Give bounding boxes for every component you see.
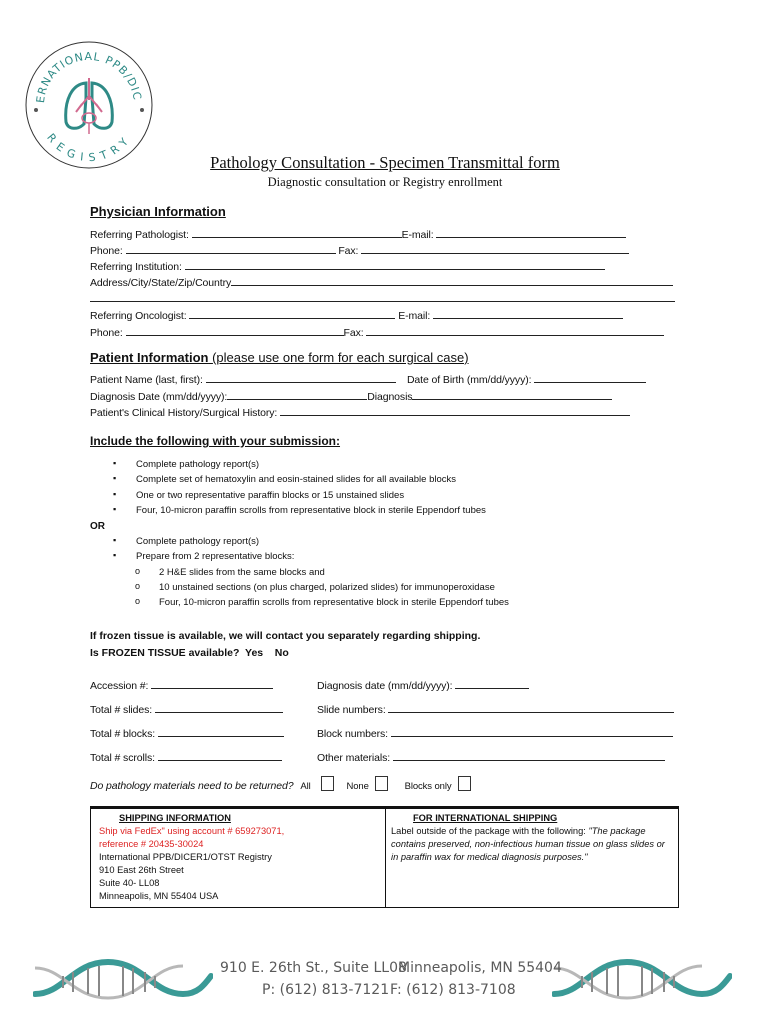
institution-row	[90, 259, 605, 273]
other-materials-field[interactable]	[393, 750, 665, 761]
total-scrolls-field[interactable]	[158, 750, 282, 761]
diagnosis-label: Diagnosis	[367, 391, 413, 403]
email-label: E-mail:	[401, 229, 434, 241]
block-numbers-row	[317, 726, 673, 740]
referring-pathologist-label: Referring Pathologist:	[90, 229, 189, 241]
institution-field[interactable]	[185, 259, 605, 270]
logo-ring-text-top: ERNATIONAL PPB/DIC	[33, 49, 144, 104]
intl-text-3: in paraffin wax for medical diagnosis purposes."	[391, 852, 588, 862]
oncologist-label: Referring Oncologist:	[90, 310, 187, 322]
physician-section-heading: Physician Information	[90, 204, 226, 219]
email2-field[interactable]	[433, 308, 623, 319]
phone2-fax2-row	[90, 325, 664, 339]
sub-list-item-text: 2 H&E slides from the same blocks and	[159, 566, 325, 578]
history-label: Patient's Clinical History/Surgical History:	[90, 407, 278, 419]
total-slides-row	[90, 702, 283, 716]
circle-bullet-icon: o	[135, 580, 141, 591]
sub-list-item-text: Four, 10-micron paraffin scrolls from representative block in sterile Eppendorf tubes	[159, 597, 509, 609]
email2-label: E-mail:	[398, 310, 431, 322]
address-label: Address/City/State/Zip/Country	[90, 277, 232, 289]
total-scrolls-row	[90, 750, 282, 764]
bullet-icon: ▪	[113, 550, 117, 561]
accession-field[interactable]	[151, 678, 273, 689]
circle-bullet-icon: o	[135, 565, 141, 576]
referring-pathologist-row	[90, 227, 626, 241]
oncologist-row	[90, 308, 623, 322]
address-field[interactable]	[231, 275, 673, 286]
fax2-field[interactable]	[366, 325, 664, 336]
fax2-label: Fax:	[343, 327, 364, 339]
list-item-text: Complete pathology report(s)	[136, 459, 260, 470]
intl-text-2: contains preserved, non-infectious human tissue on glass slides or	[391, 839, 665, 849]
block-numbers-label: Block numbers:	[317, 728, 388, 740]
referring-pathologist-field[interactable]	[192, 227, 402, 238]
slide-numbers-label: Slide numbers:	[317, 704, 386, 716]
form-subtitle: Diagnostic consultation or Registry enrollment	[267, 175, 503, 189]
svg-text:INTERNATIONAL PPB/DICERT	[22, 38, 144, 104]
shipping-address-line-4: Minneapolis, MN 55404 USA	[99, 891, 219, 901]
fax-label: Fax:	[338, 245, 359, 257]
patient-section-heading	[90, 350, 469, 365]
footer-address: 910 E. 26th St., Suite LL08	[220, 960, 407, 976]
shipping-address-line-1: International PPB/DICER1/OTST Registry	[99, 852, 272, 862]
diagnosis-date-label: Diagnosis Date (mm/dd/yyyy):	[90, 391, 228, 403]
fax-field[interactable]	[361, 243, 629, 254]
patient-heading-note: (please use one form for each surgical case)	[212, 350, 469, 365]
opt-all-checkbox[interactable]	[321, 776, 334, 791]
total-slides-field[interactable]	[155, 702, 283, 713]
phone2-field[interactable]	[126, 325, 344, 336]
shipping-address-line-2: 910 East 26th Street	[99, 865, 184, 875]
logo-ring-text-bottom: REGISTRY	[44, 131, 135, 165]
bullet-icon: ▪	[113, 488, 117, 499]
phone2-label: Phone:	[90, 327, 123, 339]
total-blocks-field[interactable]	[158, 726, 284, 737]
shipping-fedex-line: Ship via FedEx" using account # 659273071,	[99, 826, 285, 836]
dob-label: Date of Birth (mm/dd/yyyy):	[406, 374, 532, 386]
patient-name-label: Patient Name (last, first):	[90, 374, 203, 386]
diag-date-row	[317, 678, 529, 692]
footer-dna-right	[552, 954, 732, 1004]
patient-heading-text: Patient Information	[90, 350, 209, 365]
opt-blocks-checkbox[interactable]	[458, 776, 471, 791]
institution-label: Referring Institution:	[90, 261, 182, 273]
email-field[interactable]	[436, 227, 626, 238]
address-field-line-2[interactable]	[90, 301, 675, 302]
patient-name-row	[90, 372, 646, 386]
opt-all-label: All	[300, 781, 311, 792]
patient-name-field[interactable]	[206, 372, 396, 383]
bullet-icon: ▪	[113, 535, 117, 545]
diag-date-label: Diagnosis date (mm/dd/yyyy):	[317, 680, 453, 692]
diag-date-field[interactable]	[455, 678, 529, 689]
list-item-text: Complete pathology report(s)	[136, 536, 260, 547]
list-item-text: Complete set of hematoxylin and eosin-stained slides for all available blocks	[136, 474, 457, 486]
bullet-icon: ▪	[113, 503, 117, 514]
address-row	[90, 275, 673, 289]
shipping-address-line-3: Suite 40- LL08	[99, 878, 160, 888]
total-blocks-label: Total # blocks:	[90, 728, 156, 740]
include-heading: Include the following with your submission:	[90, 434, 341, 448]
bullet-icon: ▪	[113, 473, 117, 484]
diagnosis-date-field[interactable]	[227, 389, 367, 400]
intl-shipping-heading: FOR INTERNATIONAL SHIPPING	[413, 813, 558, 823]
total-blocks-row	[90, 726, 284, 740]
shipping-heading: SHIPPING INFORMATION	[119, 813, 231, 823]
footer-phone: P: (612) 813-7121	[262, 982, 390, 998]
phone-field[interactable]	[126, 243, 336, 254]
total-scrolls-label: Total # scrolls:	[90, 752, 155, 764]
or-label: OR	[90, 521, 105, 532]
slide-numbers-row	[317, 702, 674, 716]
frozen-note: If frozen tissue is available, we will contact you separately regarding shipping.	[90, 630, 481, 642]
dob-field[interactable]	[534, 372, 646, 383]
phone-label: Phone:	[90, 245, 123, 257]
intl-text-1: Label outside of the package with the following:	[391, 826, 589, 836]
footer-dna-left	[33, 954, 213, 1004]
shipping-divider	[385, 809, 386, 907]
block-numbers-field[interactable]	[391, 726, 673, 737]
sub-list-item-text: 10 unstained sections (on plus charged, polarized slides) for immunoperoxidase	[159, 581, 495, 593]
accession-row	[90, 678, 273, 692]
slide-numbers-field[interactable]	[388, 702, 674, 713]
frozen-question: Is FROZEN TISSUE available? Yes No	[90, 647, 289, 659]
oncologist-field[interactable]	[189, 308, 395, 319]
opt-none-checkbox[interactable]	[375, 776, 388, 791]
footer-city: Minneapolis, MN 55404	[398, 960, 562, 976]
list-item-text: Four, 10-micron paraffin scrolls from representative block in sterile Eppendorf tubes	[136, 504, 486, 516]
intl-shipping-col	[391, 812, 676, 864]
list-item-text: Prepare from 2 representative blocks:	[136, 551, 295, 563]
phone-fax-row	[90, 243, 629, 257]
other-materials-row	[317, 750, 665, 764]
intl-text-1-italic: "The package	[588, 826, 646, 836]
other-materials-label: Other materials:	[317, 752, 391, 764]
shipping-info-col	[99, 812, 379, 903]
list-item-text: One or two representative paraffin blocks or 15 unstained slides	[136, 489, 405, 501]
footer-fax: F: (612) 813-7108	[390, 982, 516, 998]
diagnosis-row	[90, 389, 612, 403]
opt-blocks-label: Blocks only	[404, 781, 452, 792]
circle-bullet-icon: o	[135, 596, 141, 607]
diagnosis-field[interactable]	[412, 389, 612, 400]
return-row	[90, 776, 471, 792]
accession-label: Accession #:	[90, 680, 149, 692]
history-row	[90, 405, 630, 419]
total-slides-label: Total # slides:	[90, 704, 153, 716]
return-question: Do pathology materials need to be returned?	[90, 780, 294, 792]
shipping-reference-line: reference # 20435-30024	[99, 839, 204, 849]
opt-none-label: None	[346, 781, 369, 792]
shipping-box	[90, 806, 679, 908]
history-field[interactable]	[280, 405, 630, 416]
bullet-icon: ▪	[113, 458, 117, 468]
form-title: Pathology Consultation - Specimen Transmittal form	[210, 153, 560, 172]
